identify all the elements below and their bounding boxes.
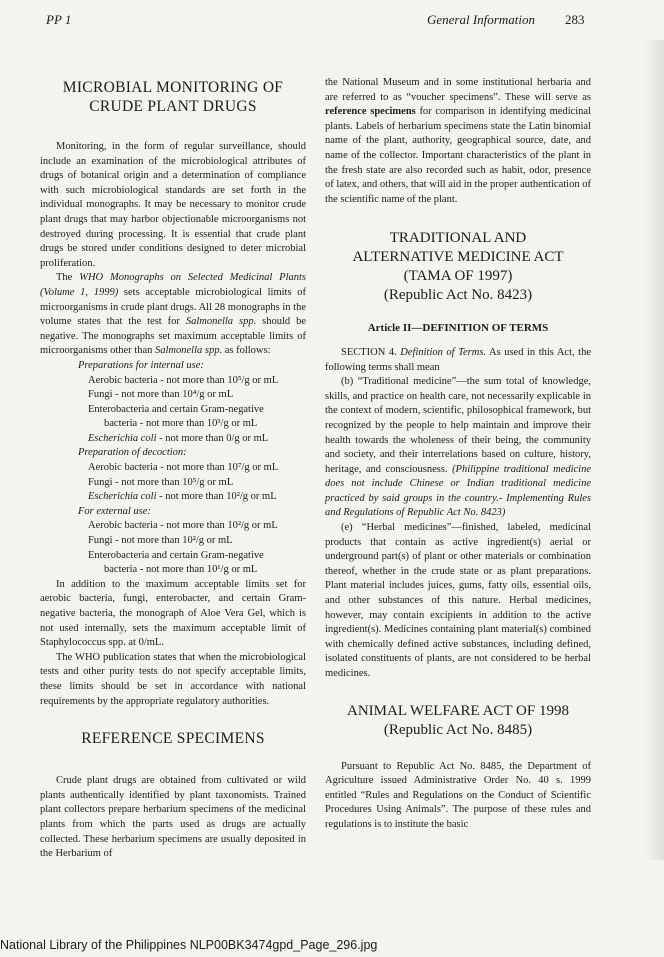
list-title-external: For external use: [78, 505, 151, 517]
header-section-title: General Information [427, 12, 535, 27]
list-item: Enterobacteria and certain Gram-negative [88, 403, 264, 415]
header-left: PP 1 [46, 12, 72, 27]
page-edge-shadow [644, 40, 664, 860]
heading-tama: TRADITIONAL AND ALTERNATIVE MEDICINE ACT (TAMA OF 1997) (Republic Act No. 8423) [352, 230, 564, 304]
page-number: 283 [565, 12, 585, 27]
list-item: Fungi - not more than 10⁴/g or mL [88, 389, 234, 401]
list-item: Fungi - not more than 10⁵/g or mL [88, 476, 234, 488]
paragraph-traditional-medicine: (b) “Traditional medicine”—the sum total of knowledge, skills, and practice on health care, not necessarily explicable in the context of modern, scientific, philosophical framework, but recognized by the people to help maintain and improve their health towards the wholeness of their being, the community and society, and their interrelations based on culture, history, heritage, and consciousness. (Philippine traditional medicine does not include Chinese or Indian traditional medicine practiced by said groups in the country.- Implementing Rules and Regulations of Republic Act No. 8423) [325, 376, 592, 519]
list-item: Fungi - not more than 10²/g or mL [88, 535, 233, 547]
paragraph-crude-plant-drugs: Crude plant drugs are obtained from cultivated or wild plants authentically identified by plant taxonomists. Trained plant collectors prepare herbarium specimens of the medicinal plants from which the parts used as drugs are actually collected. These herbarium specimens are usually deposited in the Herbarium of [40, 775, 306, 860]
paragraph-who-publication: The WHO publication states that when the microbiological tests and other purity tests do not specify acceptable limits, these limits should be set in accordance with national requirements by the appropriate regulatory authorities. [40, 651, 306, 707]
list-title-internal: Preparations for internal use: [78, 359, 204, 371]
paragraph-herbal-medicines: (e) “Herbal medicines”—finished, labeled, medicinal products that contain as active ingredient(s) aerial or underground part(s) of plant or other materials or combination thereof, whether in the crude state or as plant preparations. Plant material includes juices, gums, fatty oils, essential oils, and other substances of this nature. Herbal medicines, however, may contain excipients in addition to the active ingredient(s). Medicines containing plant material(s) combined with chemically defined active substances, including defined, isolated constituents of plants, are not considered to be herbal medicines. [325, 522, 591, 679]
right-column [325, 76, 591, 833]
list-item: Enterobacteria and certain Gram-negative [88, 549, 264, 561]
list-item: Aerobic bacteria - not more than 10⁵/g or mL [88, 374, 279, 386]
paragraph-who-monographs: The WHO Monographs on Selected Medicinal Plants (Volume 1, 1999) sets acceptable microbiological limits of microorganisms in crude plant drugs. All 28 monographs in the volume states that the test for Salmonella spp. should be negative. The monographs set maximum acceptable limits of microorganisms other than Salmonella spp. as follows: [40, 272, 306, 357]
list-item: Escherichia coli - not more than 0/g or mL [88, 432, 269, 444]
list-item: bacteria - not more than 10³/g or mL [104, 418, 258, 430]
list-title-decoction: Preparation of decoction: [78, 447, 187, 459]
heading-animal-welfare-act: ANIMAL WELFARE ACT OF 1998 (Republic Act No. 8485) [347, 702, 569, 738]
list-item: Escherichia coli - not more than 10²/g or mL [88, 491, 277, 503]
scan-footer: National Library of the Philippines NLP00BK3474gpd_Page_296.jpg [0, 938, 378, 952]
left-column [40, 78, 306, 862]
paragraph-republic-act-8485: Pursuant to Republic Act No. 8485, the Department of Agriculture issued Administrative Order No. 40 s. 1999 entitled “Rules and Regulations on the Conduct of Scientific Procedures Using Animals”. The purpose of these rules and regulations is to institute the basic [325, 760, 591, 830]
list-item: bacteria - not more than 10¹/g or mL [104, 564, 258, 576]
heading-microbial-monitoring: MICROBIAL MONITORING OF CRUDE PLANT DRUGS [62, 79, 284, 115]
paragraph-section-4: SECTION 4. Definition of Terms. As used in this Act, the following terms shall mean [325, 346, 591, 373]
heading-article-ii: Article II—DEFINITION OF TERMS [367, 322, 549, 335]
paragraph-aloe-vera: In addition to the maximum acceptable limits set for aerobic bacteria, fungi, enterobacter, and certain Gram-negative bacteria, the monograph of Aloe Vera Gel, which is not used internally, sets the maximum acceptable limit of Staphylococcus spp. at 0/mL. [40, 578, 306, 649]
heading-reference-specimens: REFERENCE SPECIMENS [81, 730, 265, 748]
paragraph-monitoring: Monitoring, in the form of regular surveillance, should include an examination of the microbiological attributes of drugs of botanical origin and a determination of compliance with such microbiological standards are set forth in the individual monographs. It may be necessary to monitor crude plant drugs that may harbor objectionable microorganisms not destroyed during processing. It is essential that crude plant drugs be stored under conditions designed to deter microbial proliferation. [40, 141, 306, 269]
paragraph-voucher-specimens: the National Museum and in some institutional herbaria and are referred to as “voucher specimens”. These will serve as reference specimens for comparison in identifying medicinal plants. Labels of herbarium specimens state the Latin binomial name of the plant, authority, geographical source, date, and name of the collector. Important characteristics of the plant in the fresh state are also recorded such as habit, odor, presence of latex, and others, that will aid in the proper authentication of the scientific name of the plant. [325, 77, 592, 205]
list-item: Aerobic bacteria - not more than 10⁷/g or mL [88, 462, 279, 474]
list-item: Aerobic bacteria - not more than 10²/g or mL [88, 520, 278, 532]
